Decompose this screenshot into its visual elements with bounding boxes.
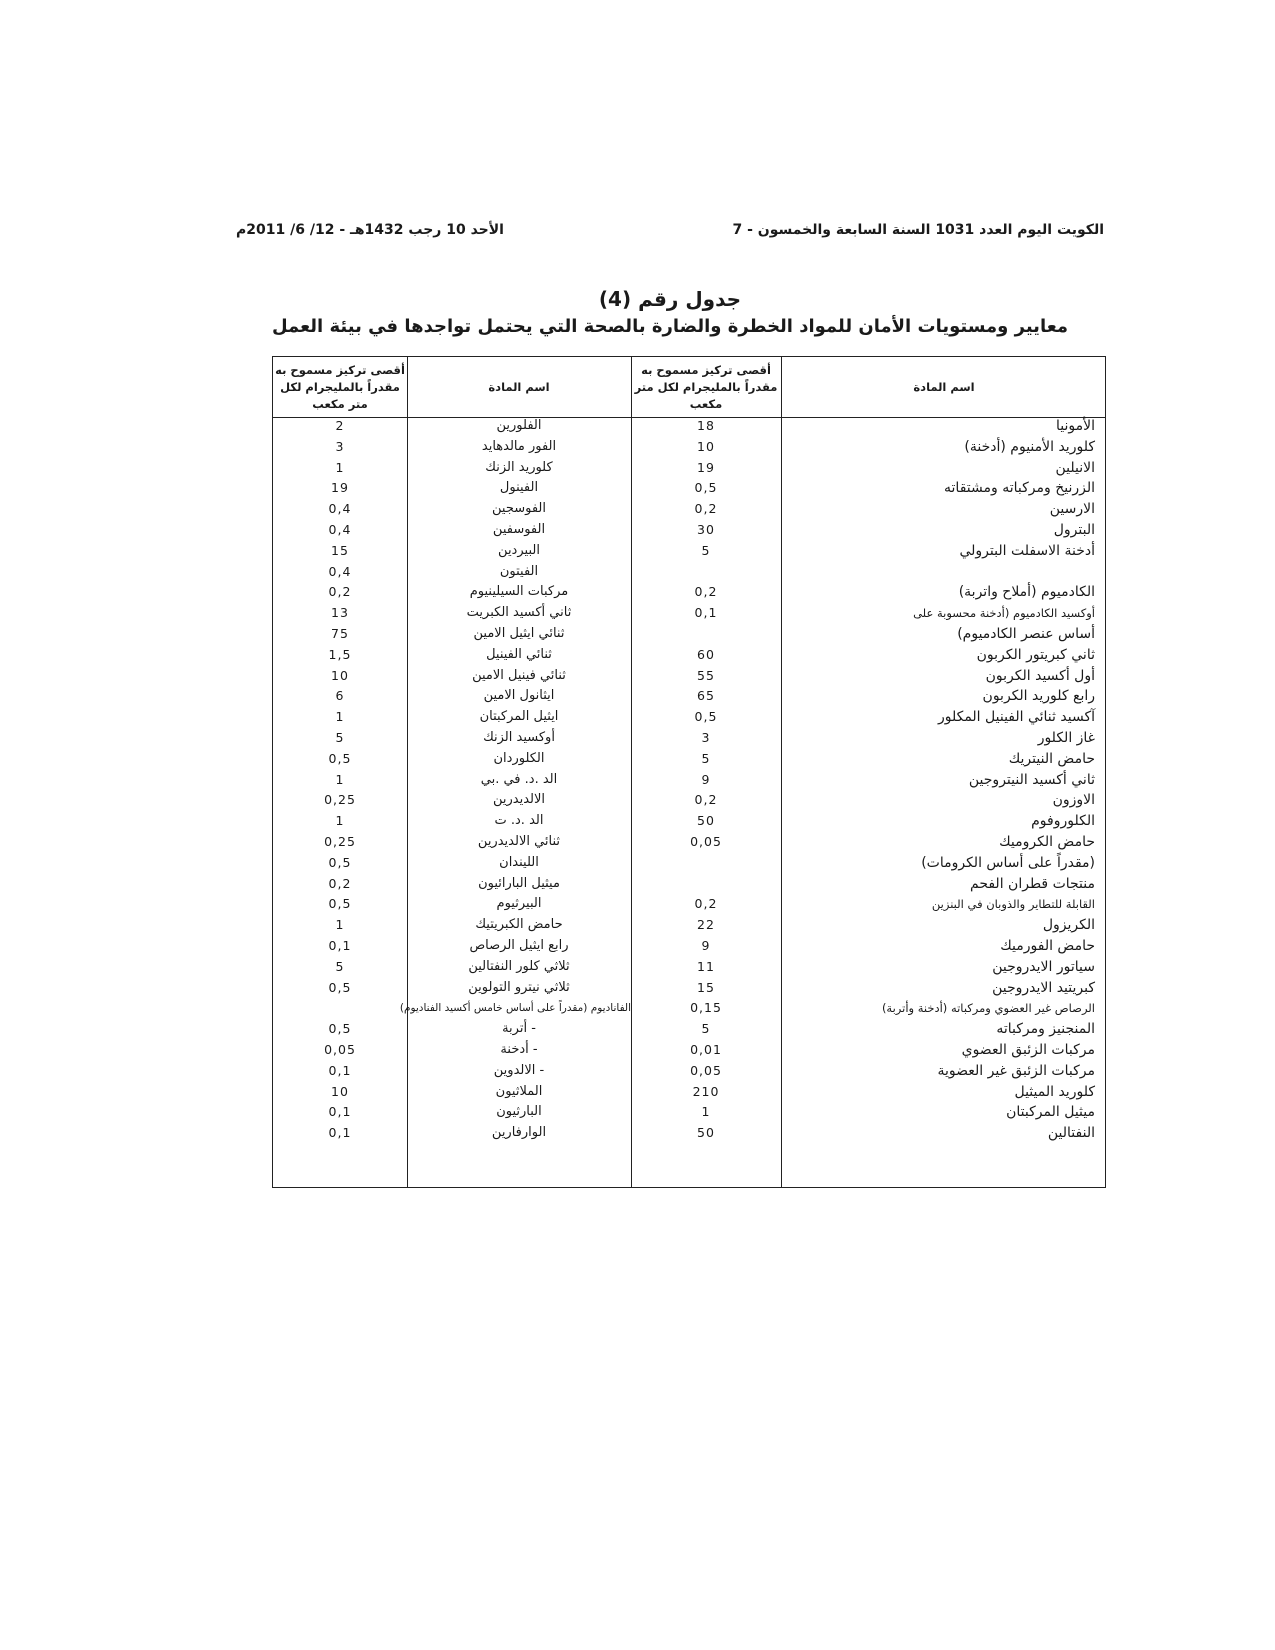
substance-name: الوارفارين bbox=[491, 1125, 547, 1141]
substance-name: - أتربة bbox=[502, 1021, 536, 1037]
substance-name: حامض النيتريك bbox=[1008, 750, 1095, 767]
substance-name: غاز الكلور bbox=[1037, 730, 1095, 746]
max-concentration: 0,5 bbox=[328, 896, 352, 912]
max-concentration: 0,5 bbox=[328, 750, 352, 766]
substance-name: الاوزون bbox=[1052, 792, 1095, 809]
max-concentration: 18 bbox=[697, 418, 715, 433]
max-concentration: 0,05 bbox=[324, 1042, 356, 1057]
max-concentration: 0,5 bbox=[328, 979, 352, 995]
substance-name: الارسين bbox=[1049, 501, 1095, 518]
max-concentration: 19 bbox=[331, 480, 349, 496]
substance-name: ثنائي ايثيل الامين bbox=[473, 626, 565, 641]
substance-name: رابع ايثيل الرصاص bbox=[469, 938, 569, 953]
substance-name: حامض الكبريتيك bbox=[475, 917, 563, 933]
max-concentration: 2 bbox=[335, 418, 345, 433]
substance-name: الفور مالدهايد bbox=[481, 438, 557, 454]
substance-name: الفاناديوم (مقدراً على أساس خامس أكسيد الفناديوم) bbox=[399, 1002, 631, 1015]
substance-name: ثاني أكسيد الكبريت bbox=[466, 605, 572, 621]
header-max-left: أقصى تركيز مسموح به مقدراً بالمليجرام لكل متر مكعب bbox=[275, 362, 405, 411]
header-name-right: اسم المادة bbox=[913, 379, 975, 394]
max-concentration: 75 bbox=[331, 626, 349, 641]
substance-name: - أدخنة bbox=[500, 1042, 538, 1057]
substance-name: الملاثيون bbox=[495, 1083, 543, 1099]
substance-name: مركبات السيلينيوم bbox=[469, 584, 569, 600]
max-concentration: 1 bbox=[335, 917, 345, 933]
substance-name: منتجات قطران الفحم bbox=[970, 875, 1095, 892]
substance-name: ميثيل البارائيون bbox=[478, 875, 560, 891]
substance-name: الكلوروفوم bbox=[1031, 813, 1095, 830]
max-concentration: 0,05 bbox=[690, 1062, 722, 1078]
substance-name: أول أكسيد الكربون bbox=[985, 667, 1095, 684]
substance-name: القابلة للتطاير والذوبان في البنزين bbox=[931, 897, 1095, 912]
substance-name: الكلوردان bbox=[493, 750, 545, 766]
substance-name: ايثيل المركبتان bbox=[479, 709, 559, 725]
max-concentration: 0,5 bbox=[328, 1021, 352, 1037]
max-concentration: 0,1 bbox=[328, 1125, 352, 1141]
substance-name: رابع كلوريد الكربون bbox=[982, 688, 1095, 705]
substance-name: ثاني كبريتور الكربون bbox=[976, 646, 1095, 663]
substance-name: ثنائي الفينيل bbox=[486, 646, 552, 662]
max-concentration: 30 bbox=[697, 522, 715, 537]
max-concentration: 210 bbox=[692, 1083, 720, 1099]
max-concentration: 0,25 bbox=[324, 834, 356, 849]
max-concentration: 3 bbox=[701, 730, 711, 745]
max-concentration: 0,1 bbox=[328, 938, 352, 953]
substance-name: سياتور الايدروجين bbox=[992, 958, 1095, 975]
standards-table bbox=[272, 356, 1106, 1188]
table-number: جدول رقم (4) bbox=[598, 287, 742, 311]
max-concentration: 5 bbox=[701, 542, 711, 558]
substance-name: آكسيد ثنائي الفينيل المكلور bbox=[937, 709, 1095, 726]
max-concentration: 3 bbox=[335, 438, 345, 454]
substance-name: حامض الكروميك bbox=[999, 834, 1095, 850]
max-concentration: 55 bbox=[697, 667, 715, 683]
max-concentration: 0,1 bbox=[328, 1062, 352, 1078]
substance-name: الفلورين bbox=[496, 418, 542, 433]
header-issue-info: الكويت اليوم العدد 1031 السنة السابعة والخمسون - 7 bbox=[732, 222, 1104, 238]
max-concentration: 0,5 bbox=[694, 709, 718, 725]
max-concentration: 0,25 bbox=[324, 792, 356, 808]
substance-name: الد .د. ت bbox=[494, 813, 544, 829]
max-concentration: 0,2 bbox=[694, 584, 718, 600]
max-concentration: 15 bbox=[697, 979, 715, 995]
substance-name: حامض الفورميك bbox=[1000, 938, 1095, 954]
substance-name: البيرثيوم bbox=[496, 896, 542, 912]
substance-name: المنجنيز ومركباته bbox=[996, 1021, 1095, 1038]
max-concentration: 0,2 bbox=[328, 584, 352, 600]
substance-name: الزرنيخ ومركباته ومشتقاته bbox=[944, 480, 1095, 497]
substance-name: الفوسجين bbox=[492, 501, 546, 517]
running-header bbox=[236, 222, 1104, 252]
substance-name: كلوريد الزنك bbox=[485, 459, 553, 475]
max-concentration: 1 bbox=[335, 709, 345, 725]
max-concentration: 0,15 bbox=[690, 1000, 722, 1016]
header-date: الأحد 10 رجب 1432هـ - 12/ 6/ 2011م bbox=[236, 222, 504, 238]
substance-name: أوكسيد الكادميوم (أدخنة محسوبة على bbox=[913, 606, 1095, 621]
max-concentration: 0,2 bbox=[328, 875, 352, 891]
max-concentration: 60 bbox=[697, 646, 715, 662]
table-caption: معايير ومستويات الأمان للمواد الخطرة والضارة بالصحة التي يحتمل تواجدها في بيئة العمل bbox=[271, 316, 1069, 337]
substance-name: الليندان bbox=[499, 854, 539, 870]
max-concentration: 50 bbox=[697, 813, 715, 829]
substance-name: كلوريد الميثيل bbox=[1014, 1083, 1095, 1100]
substance-name: كبريتيد الايدروجين bbox=[992, 979, 1095, 996]
substance-name: الفوسفين bbox=[492, 522, 546, 537]
substance-name: الالديدرين bbox=[492, 792, 546, 808]
substance-name: النفتالين bbox=[1047, 1125, 1095, 1142]
max-concentration: 22 bbox=[697, 917, 715, 933]
substance-name: - الالدوين bbox=[493, 1062, 545, 1078]
max-concentration: 1 bbox=[701, 1104, 711, 1120]
header-max-right: أقصى تركيز مسموح به مقدراً بالمليجرام لكل متر مكعب bbox=[634, 362, 778, 411]
substance-name: أساس عنصر الكادميوم) bbox=[957, 626, 1095, 642]
substance-name: (مقدراً على أساس الكرومات) bbox=[921, 854, 1095, 871]
max-concentration: 10 bbox=[697, 438, 715, 454]
substance-name: الكريزول bbox=[1042, 917, 1095, 934]
max-concentration: 0,1 bbox=[694, 605, 718, 621]
max-concentration: 6 bbox=[335, 688, 345, 704]
substance-name: البارثيون bbox=[496, 1104, 542, 1120]
header-name-left: اسم المادة bbox=[488, 379, 550, 394]
substance-name: الفينول bbox=[499, 480, 539, 496]
substance-name: الفيتون bbox=[499, 563, 539, 579]
substance-name: أوكسيد الزنك bbox=[483, 730, 555, 745]
substance-name: ايثانول الامين bbox=[483, 688, 555, 704]
substance-name: مركبات الزئبق غير العضوية bbox=[937, 1062, 1095, 1079]
max-concentration: 0,4 bbox=[328, 501, 352, 517]
max-concentration: 9 bbox=[701, 938, 711, 953]
substance-name: البترول bbox=[1053, 522, 1095, 538]
max-concentration: 0,5 bbox=[694, 480, 718, 496]
max-concentration: 5 bbox=[335, 958, 345, 974]
substance-name: الأمونيا bbox=[1056, 418, 1095, 434]
substance-name: الكادميوم (أملاح واتربة) bbox=[958, 584, 1095, 601]
table-title-block bbox=[236, 285, 1104, 341]
max-concentration: 15 bbox=[331, 542, 349, 558]
substance-name: الانيلين bbox=[1055, 459, 1095, 476]
max-concentration: 0,05 bbox=[690, 834, 722, 849]
max-concentration: 1 bbox=[335, 459, 345, 475]
max-concentration: 0,2 bbox=[694, 896, 718, 912]
max-concentration: 0,5 bbox=[328, 854, 352, 870]
max-concentration: 10 bbox=[331, 1083, 349, 1099]
max-concentration: 10 bbox=[331, 667, 349, 683]
max-concentration: 65 bbox=[697, 688, 715, 704]
max-concentration: 0,4 bbox=[328, 563, 352, 579]
substance-name: كلوريد الأمنيوم (أدخنة) bbox=[964, 438, 1095, 455]
max-concentration: 0,2 bbox=[694, 501, 718, 517]
max-concentration: 5 bbox=[701, 750, 711, 766]
column-divider bbox=[781, 357, 782, 1187]
substance-name: الد .د. في .بي bbox=[480, 771, 558, 787]
max-concentration: 11 bbox=[697, 958, 715, 974]
max-concentration: 0,4 bbox=[328, 522, 352, 537]
substance-name: ثاني أكسيد النيتروجين bbox=[968, 771, 1095, 788]
max-concentration: 5 bbox=[701, 1021, 711, 1037]
max-concentration: 50 bbox=[697, 1125, 715, 1141]
max-concentration: 1 bbox=[335, 771, 345, 787]
substance-name: ثلاثي كلور النفتالين bbox=[468, 958, 570, 974]
substance-name: ثنائي الالديدرين bbox=[477, 834, 561, 849]
substance-name: الرصاص غير العضوي ومركباته (أدخنة وأتربة) bbox=[881, 1001, 1095, 1016]
max-concentration: 0,01 bbox=[690, 1042, 722, 1057]
max-concentration: 1 bbox=[335, 813, 345, 829]
substance-name: أدخنة الاسفلت البترولي bbox=[959, 542, 1095, 559]
max-concentration: 19 bbox=[697, 459, 715, 475]
max-concentration: 0,1 bbox=[328, 1104, 352, 1120]
max-concentration: 0,2 bbox=[694, 792, 718, 808]
max-concentration: 5 bbox=[335, 730, 345, 745]
substance-name: مركبات الزئبق العضوي bbox=[961, 1042, 1095, 1058]
max-concentration: 1,5 bbox=[328, 646, 352, 662]
substance-name: ميثيل المركبتان bbox=[1006, 1104, 1095, 1121]
max-concentration: 9 bbox=[701, 771, 711, 787]
substance-name: ثنائي فينيل الامين bbox=[472, 667, 566, 683]
substance-name: ثلاثي نيترو التولوين bbox=[468, 979, 570, 995]
max-concentration: 13 bbox=[331, 605, 349, 621]
substance-name: البيردين bbox=[498, 542, 540, 558]
